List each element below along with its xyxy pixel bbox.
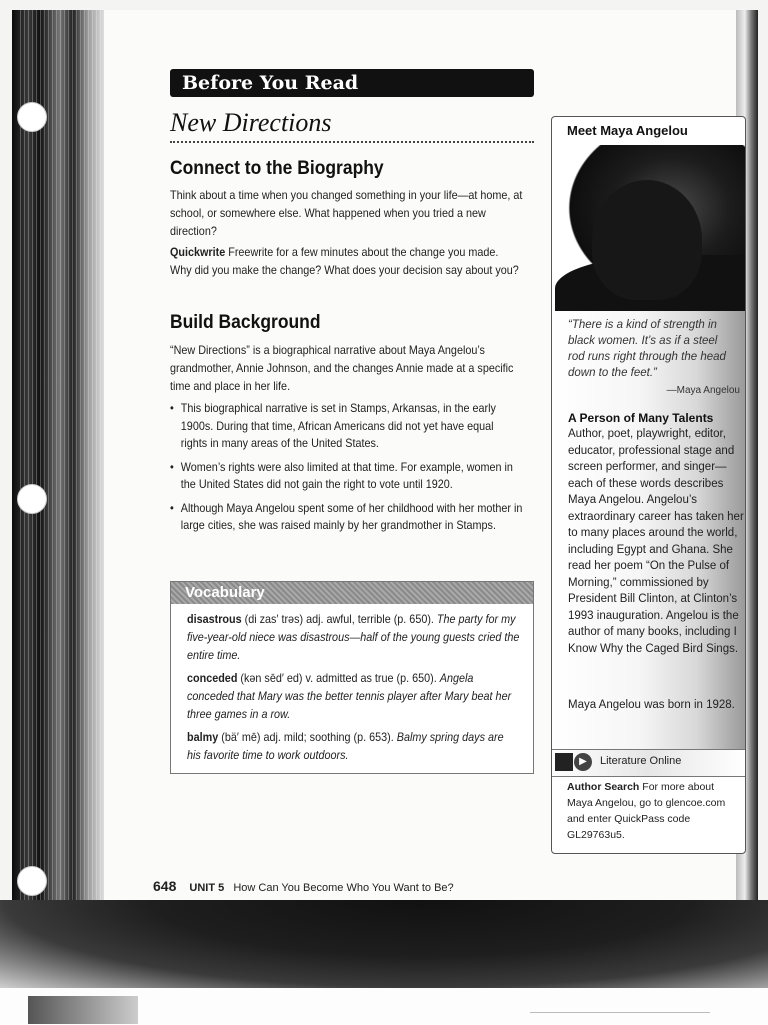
page-number: 648: [153, 878, 177, 894]
talents-heading: A Person of Many Talents: [568, 411, 714, 425]
vocab-example: Balmy spring days are his favorite time to work outdoors.: [187, 730, 504, 762]
quote-attribution: —Maya Angelou: [666, 385, 740, 396]
binder-hole-middle: [17, 484, 47, 514]
build-background-heading: Build Background: [170, 312, 321, 333]
vocab-definition: (bä′ mē) adj. mild; soothing (p. 653).: [221, 730, 394, 744]
literature-online-label: Literature Online: [600, 755, 682, 767]
vocab-word: balmy: [187, 730, 219, 744]
page-footer: [153, 878, 454, 894]
title-divider: [170, 141, 534, 143]
binder-hole-bottom: [17, 866, 47, 896]
author-search-note: [567, 779, 739, 843]
author-search-label: Author Search: [567, 781, 640, 793]
born-text: Maya Angelou was born in 1928.: [568, 699, 735, 711]
literature-online-bar[interactable]: [552, 749, 745, 777]
background-bullet: • Women’s rights were also limited at that time. For example, women in the United States did not gain the right to vote until 1920.: [170, 459, 523, 494]
vocab-entry: [187, 610, 520, 664]
sidebar-content: [552, 311, 745, 749]
before-you-read-banner: Before You Read: [170, 69, 534, 97]
scan-artifact-tab: [530, 1012, 710, 1025]
vocab-definition: (kən sēd′ ed) v. admitted as true (p. 650).: [240, 671, 437, 685]
author-quote: “There is a kind of strength in black women. It’s as if a steel rod runs right through the head down to the feet.”: [568, 319, 726, 379]
background-bullet: • This biographical narrative is set in Stamps, Arkansas, in the early 1900s. During that time, African Americans did not yet have equal rights in many areas of the United States.: [170, 400, 523, 453]
vocab-example: The party for my five-year-old niece was disastrous—half of the young guests cried the entire time.: [187, 612, 520, 662]
story-title: New Directions: [170, 108, 332, 137]
background-bullets: [170, 400, 523, 541]
portrait-face: [592, 180, 702, 300]
page-stack-lines: [20, 10, 104, 910]
vocabulary-title: Vocabulary: [171, 582, 533, 604]
author-portrait: [552, 145, 745, 311]
unit-label: UNIT 5: [189, 882, 225, 894]
literature-online-logo-icon: [555, 753, 573, 771]
binder-hole-top: [17, 102, 47, 132]
author-search-text: For more about Maya Angelou, go to glencoe.com and enter QuickPass code GL29763u5.: [567, 781, 726, 841]
connect-heading: Connect to the Biography: [170, 158, 384, 179]
quickwrite-paragraph: [170, 243, 523, 279]
vocab-entry: [187, 728, 520, 764]
arrow-right-icon: ▶: [574, 753, 592, 771]
vocabulary-box: [170, 581, 534, 774]
vocab-definition: (di zas′ trəs) adj. awful, terrible (p. 650).: [244, 612, 434, 626]
vocab-word: disastrous: [187, 612, 242, 626]
vocab-entry: [187, 669, 520, 723]
vocab-word: conceded: [187, 671, 238, 685]
talents-text: Author, poet, playwright, editor, educator, professional stage and screen performer, and singer—each of these words describes Maya Angelou. Angelou’s extraordinary career has taken her to many places around the world, including Egypt and Ghana. She read her poem “On the Pulse of Morning,” commissioned by President Bill Clinton, at Clinton’s 1993 inauguration. Angelou is the author of many books, including I Know Why the Caged Bird Sings.: [568, 428, 744, 655]
sidebar-title: Meet Maya Angelou: [552, 117, 745, 146]
vocab-example: Angela conceded that Mary was the better tennis player after Mary beat her three games in a row.: [187, 671, 512, 721]
quickwrite-label: Quickwrite: [170, 245, 226, 259]
quickwrite-text: Freewrite for a few minutes about the change you made. Why did you make the change? What does your decision say about you?: [170, 245, 519, 277]
background-intro: “New Directions” is a biographical narrative about Maya Angelou’s grandmother, Annie Johnson, and the changes Annie made at a specific time and place in her life.: [170, 343, 514, 393]
connect-text: Think about a time when you changed something in your life—at home, at school, or somewhere else. What happened when you tried a new direction?: [170, 188, 523, 238]
background-bullet: • Although Maya Angelou spent some of her childhood with her mother in large cities, she was raised mainly by her grandmother in Stamps.: [170, 500, 523, 535]
scan-artifact: [28, 996, 138, 1024]
author-sidebar: [551, 116, 746, 854]
scan-bottom-shadow: [0, 900, 768, 988]
unit-title: How Can You Become Who You Want to Be?: [233, 882, 454, 894]
